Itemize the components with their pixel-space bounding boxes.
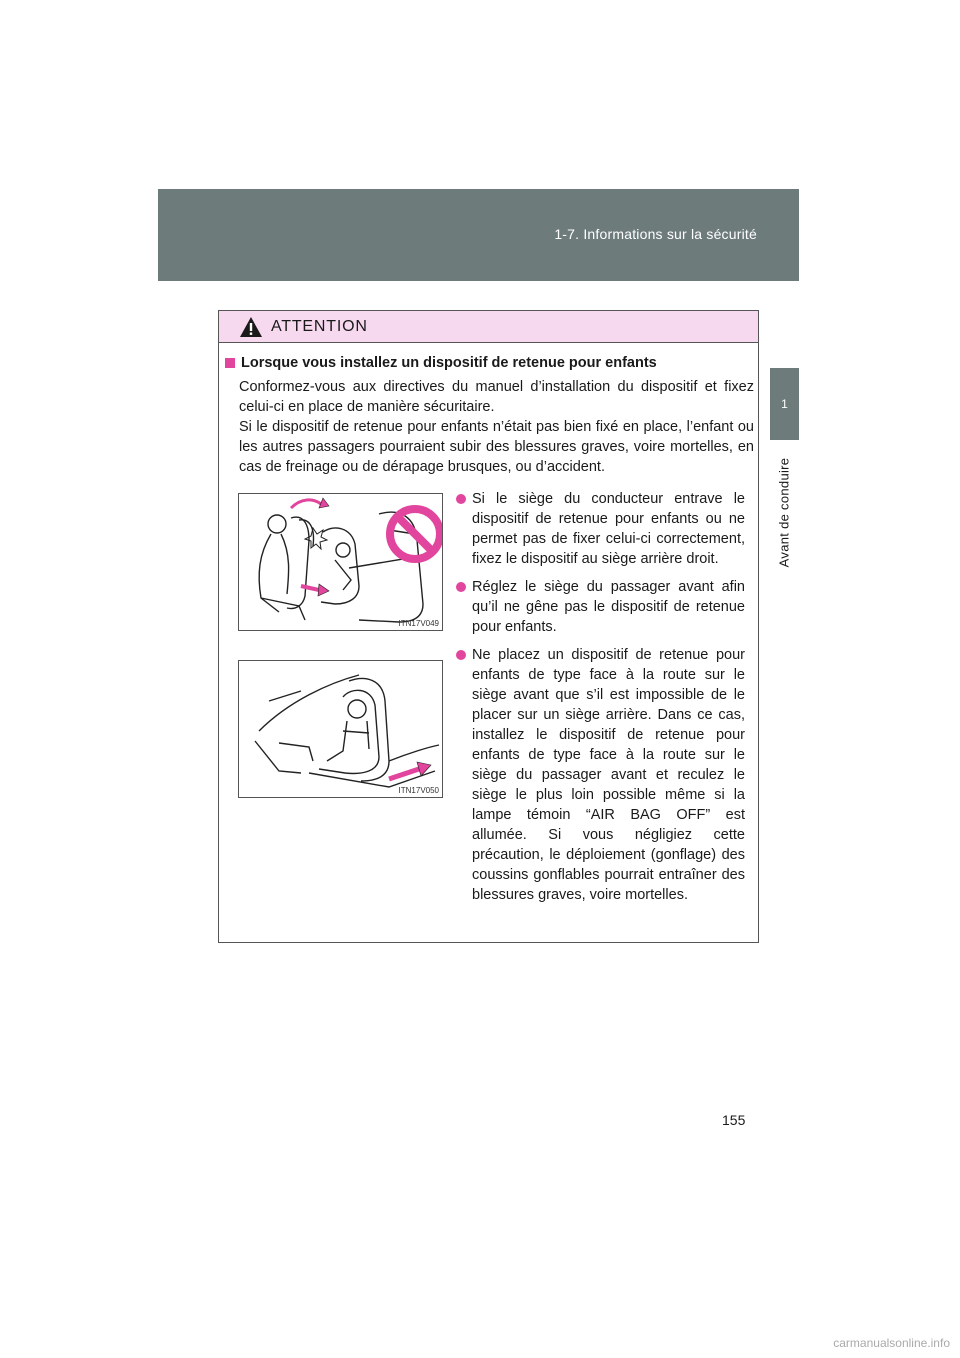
list-item	[459, 645, 745, 905]
watermark: carmanualsonline.info	[833, 1336, 950, 1350]
intro-paragraph: Conformez-vous aux directives du manuel d’installation du dispositif et fixez celui-ci en place de manière sécuritaire.	[239, 379, 754, 415]
chapter-tab	[770, 368, 799, 440]
figure-code: ITN17V050	[398, 786, 439, 795]
round-bullet-icon	[456, 650, 466, 660]
warning-title: ATTENTION	[271, 317, 368, 335]
round-bullet-icon	[456, 582, 466, 592]
square-bullet-icon	[225, 358, 235, 368]
figure-forward-facing-child-seat	[238, 660, 443, 798]
bullet-text: Si le siège du conducteur entrave le dispositif de retenue pour enfants ou ne permet pas de fixer celui-ci correctement, fixez le dispositif au siège arrière droit.	[472, 491, 745, 567]
warning-item-heading-text: Lorsque vous installez un dispositif de retenue pour enfants	[241, 355, 657, 371]
section-title: 1-7. Informations sur la sécurité	[554, 226, 757, 242]
warning-intro	[239, 377, 754, 477]
prohibited-icon	[385, 504, 443, 564]
round-bullet-icon	[456, 494, 466, 504]
intro-paragraph: Si le dispositif de retenue pour enfants n’était pas bien fixé en place, l’enfant ou les autres passagers pourraient subir des blessures graves, voire mortelles, en cas de freinage ou de dérapage brusques, ou d’accident.	[239, 419, 754, 475]
list-item	[459, 489, 745, 569]
page-number: 155	[722, 1112, 746, 1128]
warning-triangle-icon	[239, 316, 263, 338]
header-band	[158, 189, 799, 281]
chapter-number: 1	[781, 397, 788, 411]
warning-item-heading	[225, 355, 657, 371]
chapter-label: Avant de conduire	[776, 457, 792, 568]
warning-bullet-list	[459, 489, 745, 913]
warning-box	[218, 310, 759, 943]
bullet-text: Réglez le siège du passager avant afin qu’il ne gêne pas le dispositif de retenue pour enfants.	[472, 579, 745, 635]
bullet-text: Ne placez un dispositif de retenue pour enfants de type face à la route sur le siège avant que s’il est impossible de le placer sur un siège arrière. Dans ce cas, installez le dispositif de retenue pour enfants de type face à la route sur le siège du passager avant et reculez le siège le plus loin possible même si la lampe témoin “AIR BAG OFF” est allumée. Si vous négligiez cette précaution, le déploiement (gonflage) des coussins gonflables pourrait entraîner des blessures graves, voire mortelles.	[472, 647, 745, 903]
figure-code: ITN17V049	[398, 619, 439, 628]
list-item	[459, 577, 745, 637]
figure-driver-seat-interference	[238, 493, 443, 631]
illustration-forward-facing-child-seat	[239, 661, 442, 797]
warning-header	[219, 311, 758, 343]
